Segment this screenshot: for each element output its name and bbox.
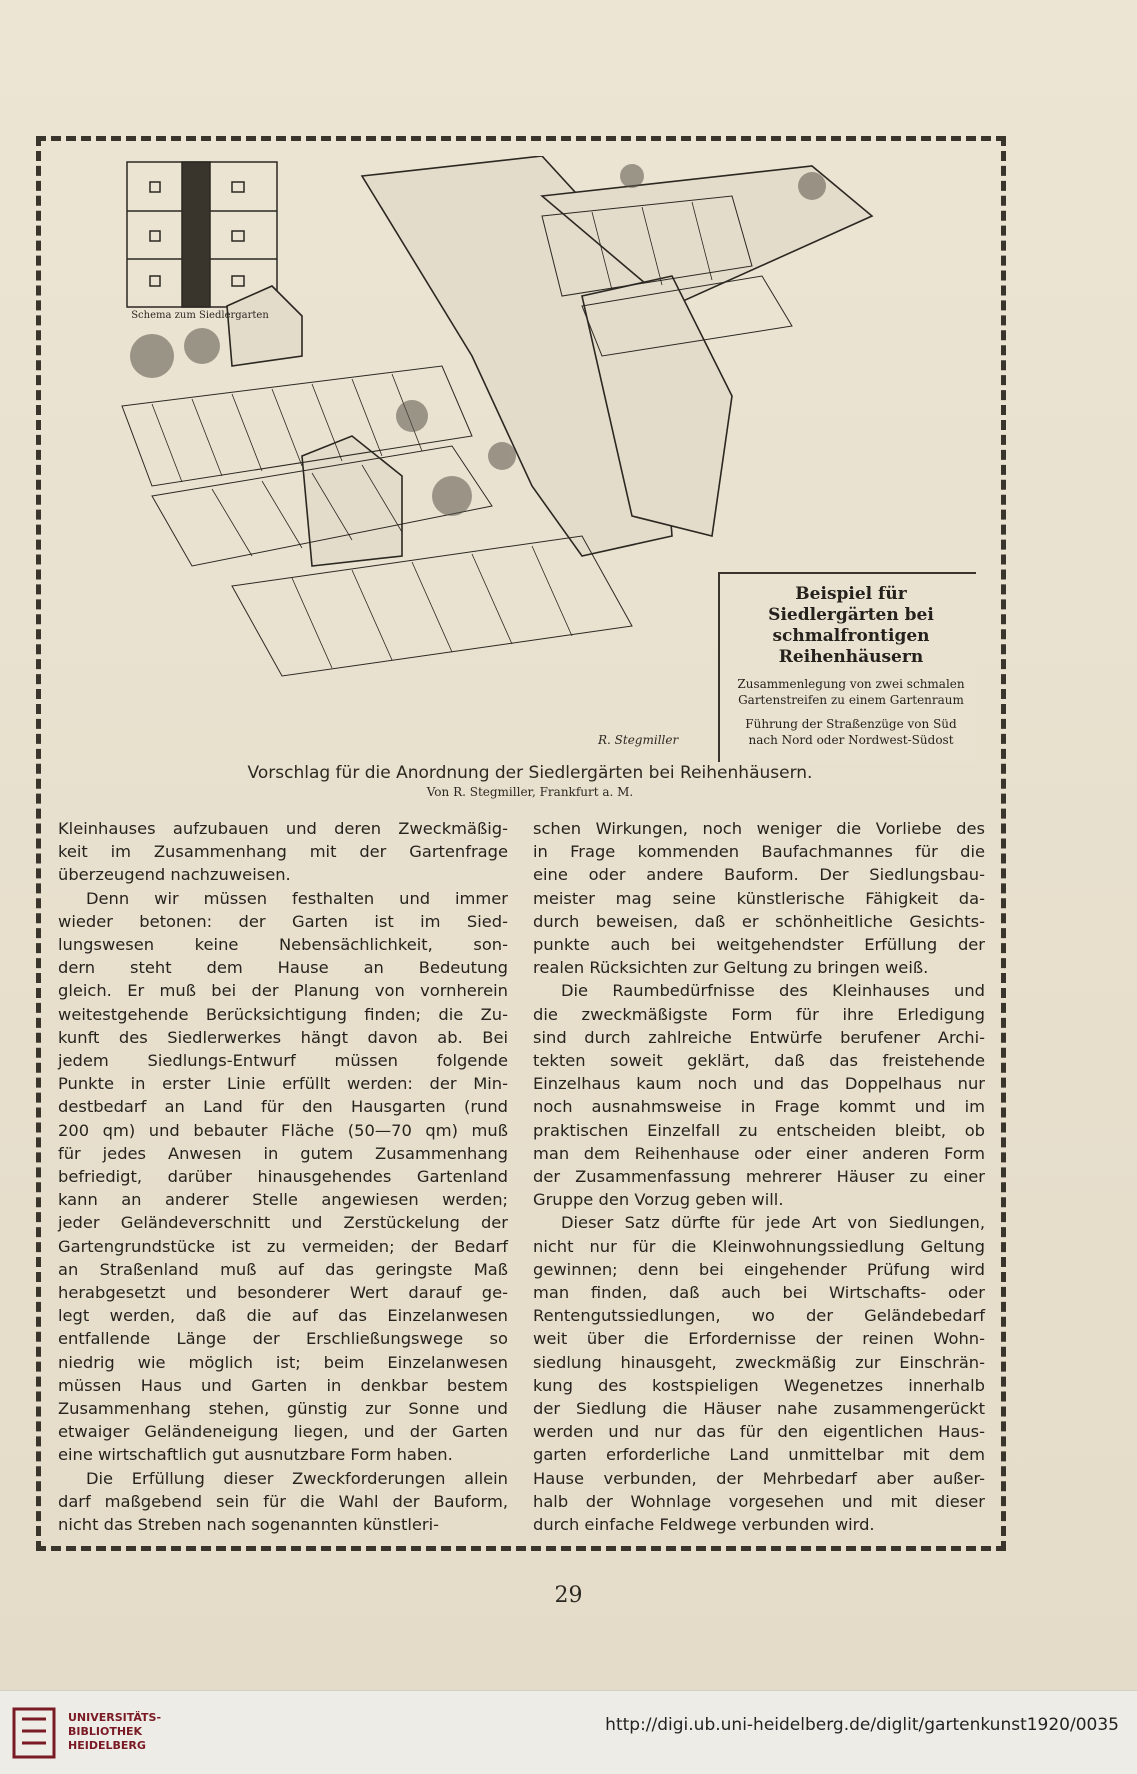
text-line: dern steht dem Hause an Bedeutung bbox=[58, 958, 508, 978]
library-name-line: BIBLIOTHEK bbox=[68, 1725, 143, 1738]
text-line: Punkte in erster Linie erfüllt werden: der Min- bbox=[58, 1074, 508, 1094]
legend-title: Beispiel für Siedlergärten bei schmalfrontigen Reihenhäusern bbox=[768, 584, 934, 667]
text-line: siedlung hinausgeht, zweckmäßig zur Einschrän- bbox=[533, 1352, 985, 1372]
schema-plan bbox=[127, 162, 277, 307]
text-line: überzeugend nachzuweisen. bbox=[58, 865, 291, 885]
text-line: eine wirtschaftlich gut ausnutzbare Form haben. bbox=[58, 1445, 453, 1465]
text-line: realen Rücksichten zur Geltung zu bringen weiß. bbox=[533, 958, 929, 978]
text-line: der Siedlung die Häuser nahe zusammengerückt bbox=[533, 1399, 985, 1419]
text-line: schen Wirkungen, noch weniger die Vorliebe des bbox=[533, 819, 985, 838]
text-line: gewinnen; denn bei eingehender Prüfung wird bbox=[533, 1259, 985, 1279]
houses bbox=[227, 156, 872, 566]
text-line: gleich. Er muß bei der Planung von vornherein bbox=[58, 981, 508, 1001]
text-line: jedem Siedlungs-Entwurf müssen folgende bbox=[58, 1051, 508, 1071]
text-line: Zusammenhang stehen, günstig zur Sonne und bbox=[58, 1399, 508, 1419]
source-url-link[interactable]: http://digi.ub.uni-heidelberg.de/diglit/gartenkunst1920/0035 bbox=[605, 1715, 1119, 1735]
text-line: an Straßenland muß auf das geringste Maß bbox=[58, 1259, 508, 1279]
text-line: garten erforderliche Land unmittelbar mit dem bbox=[533, 1445, 985, 1465]
text-line: etwaiger Geländeneigung liegen, und der Garten bbox=[58, 1422, 508, 1442]
legend-direction: Führung der Straßenzüge von Süd nach Nord oder Nordwest-Südost bbox=[745, 717, 957, 747]
figure-credit: Von R. Stegmiller, Frankfurt a. M. bbox=[426, 785, 634, 799]
figure-caption: Vorschlag für die Anordnung der Siedlergärten bei Reihenhäusern. bbox=[247, 763, 813, 783]
text-line: meister mag seine künstlerische Fähigkeit da- bbox=[533, 888, 985, 908]
text-line: sind durch zahlreiche Entwürfe berufener Archi- bbox=[533, 1027, 985, 1047]
text-line: wieder betonen: der Garten ist im Sied- bbox=[58, 911, 508, 931]
text-line: kunft des Siedlerwerkes hängt davon ab. Bei bbox=[58, 1027, 508, 1047]
text-line: jeder Geländeverschnitt und Zerstückelung der bbox=[58, 1213, 508, 1233]
text-line: eine oder andere Bauform. Der Siedlungsbau- bbox=[533, 865, 985, 885]
text-line: Rentengutssiedlungen, wo der Geländebedarf bbox=[533, 1306, 985, 1326]
text-line: Die Erfüllung dieser Zweckforderungen allein bbox=[86, 1468, 508, 1488]
text-line: Gruppe den Vorzug geben will. bbox=[533, 1190, 784, 1210]
text-line: Einzelhaus kaum noch und das Doppelhaus nur bbox=[533, 1074, 985, 1094]
text-line: weitestgehende Berücksichtigung finden; die Zu- bbox=[58, 1004, 508, 1024]
library-name-line: UNIVERSITÄTS- bbox=[68, 1711, 162, 1724]
text-line: durch beweisen, daß er schönheitliche Gesichts- bbox=[533, 911, 985, 931]
text-line: in Frage kommenden Baufachmannes für die bbox=[533, 842, 985, 862]
library-name bbox=[68, 1711, 161, 1753]
schema-label: Schema zum Siedlergarten bbox=[131, 310, 269, 321]
text-line: man dem Reihenhause oder einer anderen Form bbox=[533, 1143, 985, 1163]
text-line: darf maßgebend sein für die Wahl der Bauform, bbox=[58, 1491, 508, 1511]
text-line: tekten soweit geklärt, daß das freistehende bbox=[533, 1051, 985, 1071]
text-line: kann an anderer Stelle angewiesen werden; bbox=[58, 1190, 508, 1210]
legend-subtitle: Zusammenlegung von zwei schmalen Gartenstreifen zu einem Gartenraum bbox=[737, 677, 965, 707]
text-line: niedrig wie möglich ist; beim Einzelanwesen bbox=[58, 1352, 508, 1372]
page-number: 29 bbox=[554, 1583, 583, 1608]
text-line: nicht das Streben nach sogenannten künstleri- bbox=[58, 1515, 439, 1535]
text-line: punkte auch bei weitgehendster Erfüllung der bbox=[533, 935, 985, 955]
text-line: halb der Wohnlage vorgesehen und mit dieser bbox=[533, 1491, 985, 1511]
text-line: herabgesetzt und besonderer Wert darauf ge- bbox=[58, 1283, 508, 1303]
text-line: für jedes Anwesen in gutem Zusammenhang bbox=[58, 1143, 508, 1163]
text-line: Dieser Satz dürfte für jede Art von Siedlungen, bbox=[561, 1213, 985, 1233]
artist-signature: R. Stegmiller bbox=[598, 733, 679, 747]
text-line: befriedigt, darüber hinausgehendes Gartenland bbox=[58, 1167, 508, 1187]
text-line: keit im Zusammenhang mit der Gartenfrage bbox=[58, 842, 508, 862]
text-line: praktischen Einzelfall zu entscheiden bleibt, ob bbox=[533, 1120, 985, 1140]
library-name-line: HEIDELBERG bbox=[68, 1739, 146, 1752]
text-line: Kleinhauses aufzubauen und deren Zweckmäßig- bbox=[58, 819, 508, 838]
text-line: man finden, daß auch bei Wirtschafts- oder bbox=[533, 1283, 985, 1303]
text-line: kung des kostspieligen Wegenetzes innerhalb bbox=[533, 1375, 985, 1395]
illustration-legend bbox=[718, 572, 976, 762]
text-line: lungswesen keine Nebensächlichkeit, son- bbox=[58, 935, 508, 955]
text-line: weit über die Erfordernisse der reinen Wohn- bbox=[533, 1329, 985, 1349]
text-column-left bbox=[58, 817, 508, 1536]
text-line: 200 qm) und bebauter Fläche (50—70 qm) muß bbox=[58, 1120, 508, 1140]
text-line: Gartengrundstücke ist zu vermeiden; der Bedarf bbox=[58, 1236, 508, 1256]
text-line: Denn wir müssen festhalten und immer bbox=[86, 888, 508, 908]
text-line: der Zusammenfassung mehrerer Häuser zu einer bbox=[533, 1167, 985, 1187]
text-line: durch einfache Feldwege verbunden wird. bbox=[533, 1515, 875, 1535]
text-line: Hause verbunden, der Mehrbedarf aber außer- bbox=[533, 1468, 985, 1488]
digitization-footer bbox=[0, 1690, 1137, 1774]
text-line: destbedarf an Land für den Hausgarten (rund bbox=[58, 1097, 508, 1117]
library-logo-icon bbox=[8, 1705, 60, 1761]
text-line: die zweckmäßigste Form für ihre Erledigung bbox=[533, 1004, 985, 1024]
text-line: werden und nur das für den eigentlichen Haus- bbox=[533, 1422, 985, 1442]
text-line: noch ausnahmsweise in Frage kommt und im bbox=[533, 1097, 985, 1117]
text-line: Die Raumbedürfnisse des Kleinhauses und bbox=[561, 981, 985, 1001]
text-line: nicht nur für die Kleinwohnungssiedlung Geltung bbox=[533, 1236, 985, 1256]
text-line: entfallende Länge der Erschließungswege so bbox=[58, 1329, 508, 1349]
text-line: legt werden, daß die auf das Einzelanwesen bbox=[58, 1306, 508, 1326]
text-column-right bbox=[533, 817, 985, 1536]
text-line: müssen Haus und Garten in denkbar bestem bbox=[58, 1375, 508, 1395]
